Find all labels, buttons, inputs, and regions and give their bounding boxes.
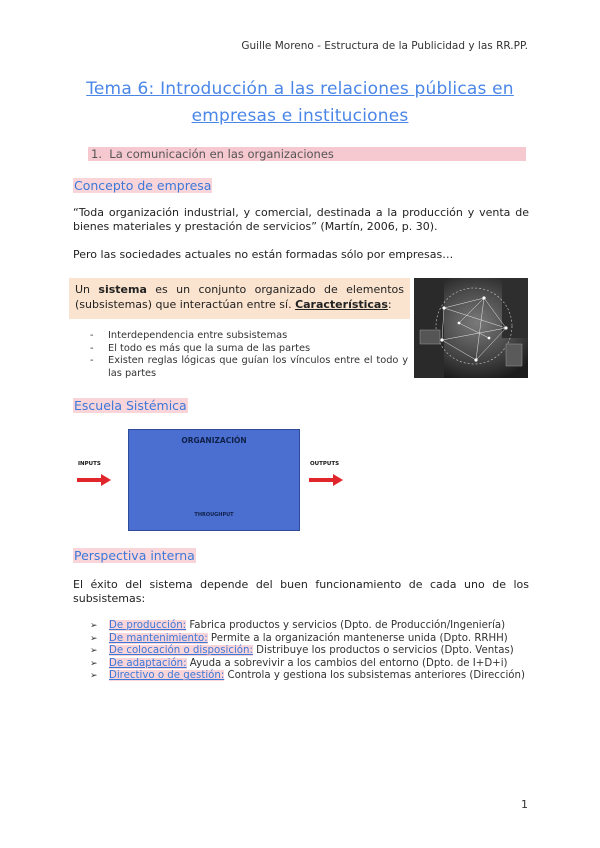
list-item: ➢ De producción: Fabrica productos y servicios (Dpto. de Producción/Ingeniería): [90, 620, 528, 633]
sistema-term: sistema: [98, 283, 147, 296]
perspectiva-heading: Perspectiva interna: [74, 548, 195, 563]
organizacion-box: [128, 429, 300, 531]
perspectiva-intro: El éxito del sistema depende del buen funcionamiento de cada uno de los subsistemas:: [73, 578, 529, 605]
title-line-1: Tema 6: Introducción a las relaciones públicas en: [86, 79, 514, 99]
organizacion-title: ORGANIZACIÓN: [181, 436, 247, 445]
section-heading: [88, 147, 526, 161]
concepto-heading: Concepto de empresa: [74, 178, 212, 193]
outputs-arrow-icon: [309, 474, 343, 486]
list-item: ➢ De mantenimiento: Permite a la organización mantenerse unida (Dpto. RRHH): [90, 633, 528, 646]
section-number: 1.: [91, 147, 102, 161]
concepto-quote: “Toda organización industrial, y comercial, destinada a la producción y venta de bienes materiales y prestación de servicios” (Martín, 2006, p. 30).: [73, 206, 529, 233]
page-header: Guille Moreno - Estructura de la Publicidad y las RR.PP.: [241, 40, 528, 52]
escuela-heading: Escuela Sistémica: [74, 398, 187, 413]
subsistemas-list: [90, 620, 528, 683]
section-label: La comunicación en las organizaciones: [109, 147, 334, 161]
sistema-colon: :: [387, 298, 392, 311]
inputs-label: INPUTS: [78, 461, 101, 467]
page-title: [0, 76, 600, 130]
list-item: - Interdependencia entre subsistemas: [90, 330, 408, 343]
throughput-label: THROUGHPUT: [194, 512, 234, 518]
list-item: - El todo es más que la suma de las partes: [90, 343, 408, 356]
caracteristicas-list: [90, 330, 408, 380]
concepto-note: Pero las sociedades actuales no están formadas sólo por empresas…: [73, 248, 454, 261]
page-number: 1: [521, 798, 528, 811]
network-photo: [414, 278, 528, 378]
sistema-pre: Un: [75, 283, 99, 296]
inputs-arrow-icon: [77, 474, 111, 486]
sistema-mid: es un conjunto organizado de elementos (subsistemas) que interactúan entre sí.: [75, 283, 404, 311]
sistema-definition-box: [69, 278, 410, 319]
list-item: - Existen reglas lógicas que guían los vínculos entre el todo y las partes: [90, 355, 408, 380]
caracteristicas-label: Características: [295, 298, 388, 311]
list-item: ➢ De adaptación: Ayuda a sobrevivir a los cambios del entorno (Dpto. de I+D+i): [90, 658, 528, 671]
list-item: ➢ De colocación o disposición: Distribuye los productos o servicios (Dpto. Ventas): [90, 645, 528, 658]
title-line-2: empresas e instituciones: [191, 106, 409, 126]
list-item: ➢ Directivo o de gestión: Controla y gestiona los subsistemas anteriores (Dirección): [90, 670, 528, 683]
outputs-label: OUTPUTS: [310, 461, 340, 467]
